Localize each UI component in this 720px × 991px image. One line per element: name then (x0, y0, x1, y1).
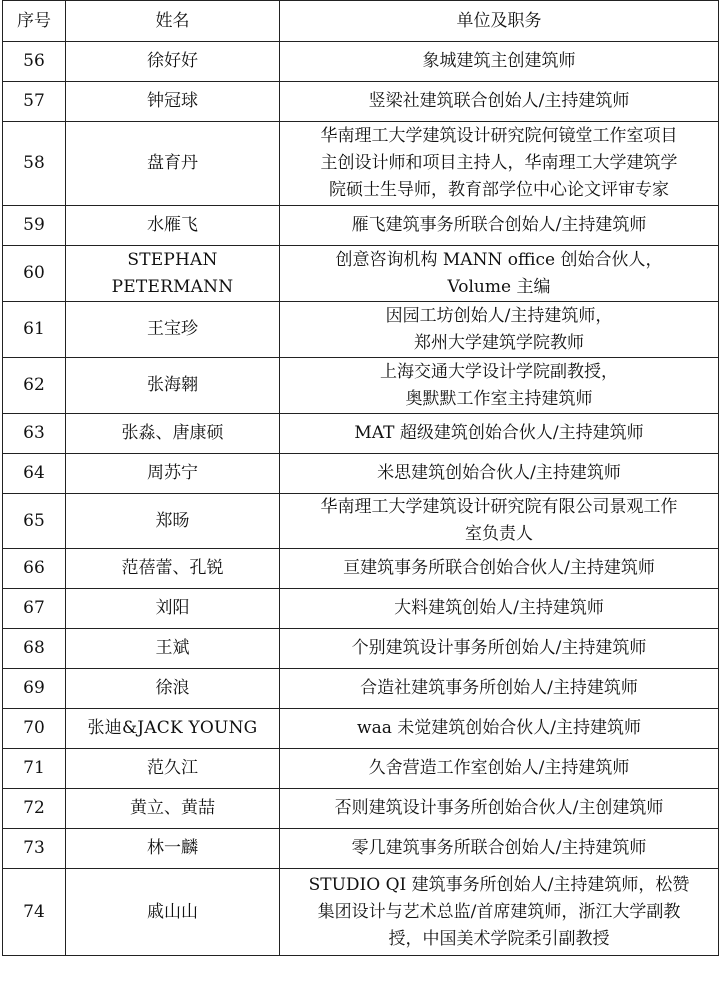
table-row (3, 669, 719, 709)
title-line: 集团设计与艺术总监/首席建筑师，浙江大学副教 (317, 901, 681, 922)
person-title (280, 414, 719, 454)
person-title (280, 869, 719, 956)
person-name: 王斌 (66, 629, 280, 669)
name-line: STEPHAN (127, 249, 218, 270)
title-line: 大料建筑创始人/主持建筑师 (394, 598, 604, 618)
header-title: 单位及职务 (280, 1, 719, 42)
table-row (3, 414, 719, 454)
person-name: 戚山山 (66, 869, 280, 956)
person-title (280, 629, 719, 669)
person-title (280, 358, 719, 414)
table-row (3, 358, 719, 414)
person-title (280, 669, 719, 709)
title-line: 主创设计师和项目主持人，华南理工大学建筑学 (320, 153, 678, 173)
title-line: 奥默默工作室主持建筑师 (405, 388, 593, 409)
row-number: 71 (3, 749, 66, 789)
person-name: 徐好好 (66, 42, 280, 82)
person-name (66, 246, 280, 302)
row-number: 70 (3, 709, 66, 749)
title-line: 华南理工大学建筑设计研究院有限公司景观工作 (320, 497, 678, 517)
person-title (280, 549, 719, 589)
table-row (3, 246, 719, 302)
person-name: 张淼、唐康硕 (66, 414, 280, 454)
row-number: 67 (3, 589, 66, 629)
row-number: 66 (3, 549, 66, 589)
title-line: 竖梁社建筑联合创始人/主持建筑师 (368, 91, 630, 111)
name-line: PETERMANN (111, 276, 234, 297)
person-title (280, 454, 719, 494)
row-number: 64 (3, 454, 66, 494)
person-name: 王宝珍 (66, 302, 280, 358)
table-row (3, 454, 719, 494)
person-name: 周苏宁 (66, 454, 280, 494)
person-name: 范蓓蕾、孔锐 (66, 549, 280, 589)
title-line: MAT 超级建筑创始合伙人/主持建筑师 (354, 423, 644, 443)
person-title (280, 494, 719, 549)
person-name: 黄立、黄喆 (66, 789, 280, 829)
row-number: 61 (3, 302, 66, 358)
person-title (280, 82, 719, 122)
person-name: 郑旸 (66, 494, 280, 549)
table-row (3, 709, 719, 749)
table-row (3, 122, 719, 206)
title-line: 否则建筑设计事务所创始合伙人/主创建筑师 (334, 798, 664, 818)
person-title (280, 709, 719, 749)
person-title (280, 589, 719, 629)
roster-table (2, 0, 719, 956)
title-line: 雁飞建筑事务所联合创始人/主持建筑师 (351, 215, 647, 235)
person-title (280, 42, 719, 82)
row-number: 59 (3, 206, 66, 246)
person-name: 林一麟 (66, 829, 280, 869)
row-number: 56 (3, 42, 66, 82)
person-name: 张海翱 (66, 358, 280, 414)
row-number: 57 (3, 82, 66, 122)
person-name: 张迪&JACK YOUNG (66, 709, 280, 749)
title-line: 郑州大学建筑学院教师 (414, 332, 584, 353)
table-row (3, 494, 719, 549)
title-line: 授，中国美术学院柔引副教授 (388, 928, 610, 949)
header-row (3, 1, 719, 42)
person-title (280, 789, 719, 829)
title-line: 亘建筑事务所联合创始合伙人/主持建筑师 (343, 558, 655, 578)
person-title (280, 122, 719, 206)
table-row (3, 82, 719, 122)
person-name: 刘阳 (66, 589, 280, 629)
person-title (280, 206, 719, 246)
table-row (3, 749, 719, 789)
title-line: 上海交通大学设计学院副教授， (380, 361, 618, 382)
title-line: 米思建筑创始合伙人/主持建筑师 (377, 463, 621, 483)
title-line: 因园工坊创始人/主持建筑师， (385, 305, 613, 326)
row-number: 60 (3, 246, 66, 302)
row-number: 58 (3, 122, 66, 206)
row-number: 72 (3, 789, 66, 829)
title-line: 零几建筑事务所联合创始人/主持建筑师 (351, 838, 647, 858)
table-row (3, 629, 719, 669)
title-line: STUDIO QI 建筑事务所创始人/主持建筑师，松赞 (308, 874, 690, 895)
person-name: 范久江 (66, 749, 280, 789)
title-line: 个别建筑设计事务所创始人/主持建筑师 (351, 638, 647, 658)
row-number: 74 (3, 869, 66, 956)
person-name: 钟冠球 (66, 82, 280, 122)
table-row (3, 589, 719, 629)
title-line: 久舍营造工作室创始人/主持建筑师 (368, 758, 630, 778)
title-line: Volume 主编 (447, 276, 551, 297)
person-title (280, 246, 719, 302)
row-number: 68 (3, 629, 66, 669)
table-row (3, 869, 719, 956)
table-row (3, 829, 719, 869)
person-name: 盘育丹 (66, 122, 280, 206)
title-line: 室负责人 (465, 524, 533, 544)
row-number: 69 (3, 669, 66, 709)
title-line: 创意咨询机构 MANN office 创始合伙人， (335, 249, 663, 270)
row-number: 62 (3, 358, 66, 414)
row-number: 63 (3, 414, 66, 454)
title-line: waa 未觉建筑创始合伙人/主持建筑师 (357, 718, 641, 738)
table-row (3, 42, 719, 82)
row-number: 73 (3, 829, 66, 869)
table-row (3, 789, 719, 829)
title-line: 华南理工大学建筑设计研究院何镜堂工作室项目 (320, 126, 678, 146)
person-name: 徐浪 (66, 669, 280, 709)
title-line: 象城建筑主创建筑师 (422, 51, 576, 71)
person-title (280, 749, 719, 789)
title-line: 合造社建筑事务所创始人/主持建筑师 (360, 678, 638, 698)
header-no: 序号 (3, 1, 66, 42)
table-row (3, 206, 719, 246)
table-row (3, 302, 719, 358)
header-name: 姓名 (66, 1, 280, 42)
person-title (280, 829, 719, 869)
row-number: 65 (3, 494, 66, 549)
table-row (3, 549, 719, 589)
person-name: 水雁飞 (66, 206, 280, 246)
title-line: 院硕士生导师，教育部学位中心论文评审专家 (329, 180, 669, 200)
person-title (280, 302, 719, 358)
